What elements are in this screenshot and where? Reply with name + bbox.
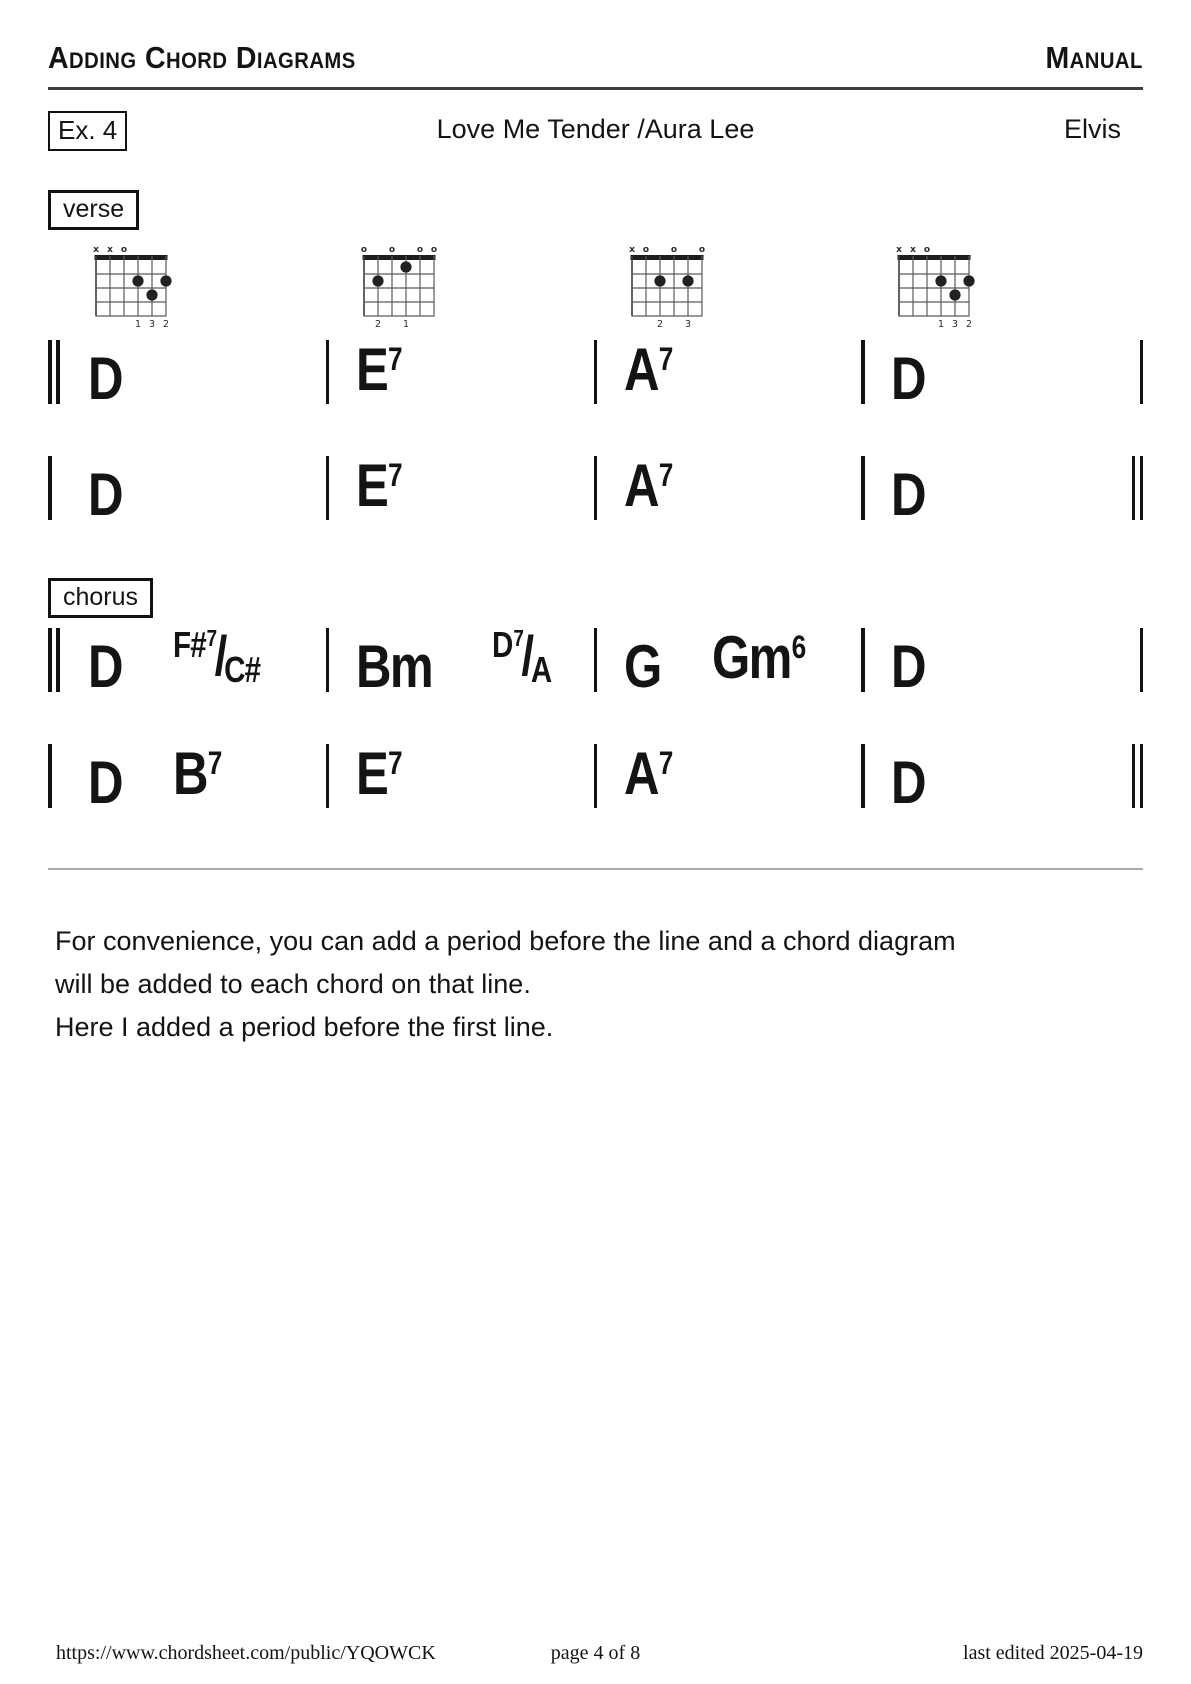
measure [598, 624, 862, 700]
barline [594, 456, 598, 520]
measure [62, 456, 326, 528]
chord-extension: 7 [658, 457, 672, 493]
svg-text:2: 2 [656, 319, 663, 328]
svg-text:x: x [107, 245, 113, 255]
barline [1132, 456, 1136, 520]
barline [1140, 340, 1144, 404]
svg-text:2: 2 [374, 319, 381, 328]
measure [865, 456, 1129, 528]
finger-dot [654, 275, 665, 286]
svg-text:1: 1 [402, 319, 409, 328]
measure [62, 740, 326, 816]
measure [598, 452, 862, 520]
chord: D [891, 461, 926, 528]
chord-line [48, 740, 1143, 816]
chord: $E^7$ [355, 452, 402, 519]
chord-extension: 7 [658, 341, 672, 377]
finger-dot [146, 289, 157, 300]
svg-text:o: o [430, 245, 437, 255]
svg-text:x: x [910, 245, 917, 255]
finger-dot [964, 275, 975, 286]
finger-dot [936, 275, 947, 286]
chord-line [48, 336, 1143, 412]
finger-dot [160, 275, 171, 286]
end-barline [1129, 628, 1143, 692]
slash-icon: / [215, 624, 227, 687]
section-label: verse [48, 190, 139, 230]
diagram-cell [330, 240, 594, 333]
svg-text:3: 3 [148, 319, 156, 328]
note-line: For convenience, you can add a period before the line and a chord diagram [55, 926, 956, 956]
footer-url: https://www.chordsheet.com/public/YQOWCK [56, 1642, 436, 1664]
diagram-cell [62, 240, 326, 333]
chord-diagram-e7 [354, 240, 444, 328]
chord-line [48, 624, 1143, 700]
chord: G [623, 633, 661, 700]
svg-text:o: o [924, 245, 931, 255]
slash-chord-top: F#7 [173, 624, 217, 665]
section-label: chorus [48, 578, 153, 618]
start-barline [48, 456, 62, 520]
chord-diagram-row [48, 240, 1143, 328]
section-chorus [48, 578, 1143, 816]
svg-text:o: o [698, 245, 705, 255]
barline [48, 456, 52, 520]
barline [861, 628, 865, 692]
document-title: Adding Chord Diagrams [48, 40, 356, 75]
measure [598, 336, 862, 404]
barline [48, 340, 52, 404]
svg-text:o: o [360, 245, 367, 255]
song-title: Love Me Tender /Aura Lee [436, 114, 755, 144]
start-barline [48, 628, 62, 692]
chord: Bm [355, 633, 432, 700]
footer-page-number: page 4 of 8 [550, 1642, 641, 1664]
chord-extension: 7 [513, 625, 524, 651]
svg-text:x: x [896, 245, 903, 255]
svg-text:3: 3 [684, 319, 691, 328]
chord: D [88, 345, 122, 412]
measure [330, 336, 594, 404]
finger-dot [950, 289, 961, 300]
finger-dot [400, 261, 411, 272]
note-line: will be added to each chord on that line. [55, 969, 531, 999]
score-divider [48, 868, 1143, 870]
chord: D [88, 461, 122, 528]
barline [861, 456, 865, 520]
chord-extension: 7 [387, 341, 402, 377]
chord-diagram-d [889, 240, 979, 328]
chord-extension: 7 [387, 457, 402, 493]
chord: $A^7$ [623, 740, 672, 807]
barline [1140, 628, 1144, 692]
barline [594, 340, 598, 404]
page-header [48, 40, 1143, 76]
barline [326, 744, 330, 808]
svg-text:1: 1 [938, 319, 945, 328]
chord-diagram-d [86, 240, 176, 328]
artist-name: Elvis [1063, 114, 1121, 144]
note-text [55, 920, 1115, 1049]
diagram-edge [1129, 240, 1143, 333]
slash-icon: / [521, 624, 533, 687]
svg-text:o: o [416, 245, 423, 255]
chord: D [88, 633, 122, 700]
measure [330, 740, 594, 808]
svg-text:1: 1 [134, 319, 142, 328]
finger-dot [682, 275, 693, 286]
chord: $E^7$ [355, 740, 402, 807]
example-badge: Ex. 4 [48, 111, 127, 151]
svg-text:o: o [120, 245, 128, 255]
barline [1140, 456, 1144, 520]
chord-extension: 7 [206, 625, 217, 651]
chord: D [88, 749, 122, 816]
barline [56, 340, 60, 404]
barline [861, 744, 865, 808]
chord-extension: 6 [791, 629, 806, 665]
chord [173, 624, 261, 692]
end-barline [1129, 744, 1143, 808]
footer-last-edited: last edited 2025-04-19 [963, 1642, 1143, 1664]
svg-text:o: o [670, 245, 677, 255]
svg-text:x: x [93, 245, 99, 255]
diagram-edge [48, 240, 62, 333]
header-divider [48, 87, 1143, 90]
svg-text:o: o [642, 245, 649, 255]
chord-line [48, 452, 1143, 528]
svg-text:2: 2 [966, 319, 973, 328]
measure [330, 624, 594, 700]
chord: $B^7$ [173, 740, 222, 807]
start-barline [48, 340, 62, 404]
diagram-cell [598, 240, 862, 333]
measure [330, 452, 594, 520]
start-barline [48, 744, 62, 808]
song-title-row [48, 110, 1143, 152]
section-verse [48, 190, 1143, 528]
barline [48, 744, 52, 808]
measure [865, 628, 1129, 700]
end-barline [1129, 456, 1143, 520]
measure [62, 340, 326, 412]
measure [62, 624, 326, 700]
barline [48, 628, 52, 692]
chord: Gm$^6$ [712, 624, 806, 691]
barline [326, 456, 330, 520]
measure [598, 740, 862, 808]
chord: D [891, 633, 926, 700]
barline [594, 744, 598, 808]
score [48, 190, 1143, 856]
chord: D [891, 345, 926, 412]
chord: D [891, 749, 926, 816]
barline [326, 628, 330, 692]
barline [594, 628, 598, 692]
note-line: Here I added a period before the first line. [55, 1012, 554, 1042]
barline [1140, 744, 1144, 808]
chord: $E^7$ [355, 336, 402, 403]
chord-extension: 7 [208, 745, 222, 781]
chord-extension: 7 [387, 745, 402, 781]
barline [56, 628, 60, 692]
end-barline [1129, 340, 1143, 404]
chord [492, 624, 552, 692]
measure [865, 340, 1129, 412]
svg-text:2: 2 [162, 319, 170, 328]
measure [865, 744, 1129, 816]
chord: $A^7$ [623, 452, 672, 519]
chord: $A^7$ [623, 336, 672, 403]
chord-extension: 7 [658, 745, 672, 781]
svg-text:3: 3 [952, 319, 959, 328]
barline [861, 340, 865, 404]
slash-chord-bass: A [531, 649, 552, 690]
barline [1132, 744, 1136, 808]
barline [326, 340, 330, 404]
finger-dot [372, 275, 383, 286]
chord-diagram-a7 [622, 240, 712, 328]
diagram-cell [865, 240, 1129, 333]
svg-text:x: x [628, 245, 635, 255]
finger-dot [132, 275, 143, 286]
slash-chord-bass: C# [224, 649, 261, 690]
manual-label: Manual [1045, 40, 1143, 75]
slash-chord-top: D7 [492, 624, 524, 665]
svg-text:o: o [388, 245, 395, 255]
